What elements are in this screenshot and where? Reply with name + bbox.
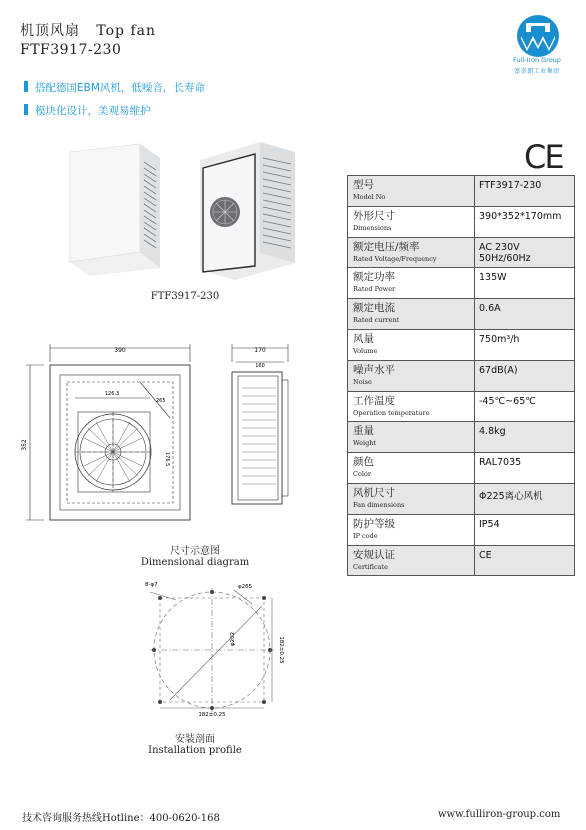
spec-row (348, 483, 575, 514)
title-cn: 机顶风扇 (20, 23, 80, 39)
spec-value: -45℃~65℃ (475, 391, 575, 422)
footer-website[interactable]: www.fulliron-group.com (438, 809, 561, 820)
dim-width-label: 390 (114, 347, 126, 354)
install-bottom-label: 182±0.25 (198, 712, 226, 718)
spec-value: AC 230V 50Hz/60Hz (475, 237, 575, 268)
spec-table (347, 175, 575, 576)
bullet-bar-icon (24, 81, 28, 92)
feature-text: 模块化设计，美观易维护 (35, 105, 151, 117)
dimensional-caption (130, 542, 260, 568)
spec-value: 135W (475, 268, 575, 299)
spec-label: 噪声水平 Noise (348, 360, 475, 391)
product-photo-back (60, 140, 170, 280)
dim-d3-label: 176.5 (164, 452, 170, 467)
spec-value: Φ225离心风机 (475, 483, 575, 514)
logo-name: Full-Iron Group (513, 56, 561, 64)
model-title: FTF3917-230 (20, 42, 122, 58)
spec-label: 防护等级 IP code (348, 514, 475, 545)
dim-depth-label: 170 (254, 347, 266, 354)
install-circle-label: φ265 (238, 584, 253, 590)
spec-row (348, 206, 575, 237)
spec-value: IP54 (475, 514, 575, 545)
spec-label: 重量 Weight (348, 422, 475, 453)
install-right-label: 182±0.25 (278, 636, 284, 664)
spec-row (348, 360, 575, 391)
spec-row (348, 299, 575, 330)
installation-caption (130, 730, 260, 756)
spec-value: 4.8kg (475, 422, 575, 453)
fulliron-logo-icon (513, 14, 563, 58)
spec-row (348, 422, 575, 453)
spec-value: 67dB(A) (475, 360, 575, 391)
installation-drawing (140, 572, 290, 722)
spec-row (348, 329, 575, 360)
logo-name-cn: 富崟朗工业集团 (514, 68, 560, 75)
spec-label: 安规认证 Certificate (348, 545, 475, 576)
spec-label: 风机尺寸 Fan dimensions (348, 483, 475, 514)
spec-row (348, 391, 575, 422)
dimensional-caption-en: Dimensional diagram (140, 557, 250, 568)
spec-row (348, 237, 575, 268)
dimensional-caption-cn: 尺寸示意图 (170, 546, 220, 557)
spec-value: 750m³/h (475, 329, 575, 360)
feature-text: 搭配德国EBM风机，低噪音，长寿命 (35, 82, 205, 94)
dim-d2-label: 265 (156, 398, 166, 404)
spec-label: 颜色 Color (348, 453, 475, 484)
feature-item (24, 80, 205, 95)
install-diag-label: φ202 (230, 631, 236, 646)
photo-caption: FTF3917-230 (150, 291, 220, 302)
spec-row (348, 545, 575, 576)
spec-value: FTF3917-230 (475, 176, 575, 207)
ce-mark: CE (524, 138, 563, 176)
spec-label: 额定电流 Rated current (348, 299, 475, 330)
spec-label: 外形尺寸 Dimensions (348, 206, 475, 237)
feature-item (24, 103, 151, 118)
spec-label: 额定功率 Rated Power (348, 268, 475, 299)
bullet-bar-icon (24, 104, 28, 115)
spec-row (348, 176, 575, 207)
footer-hotline: 技术咨询服务热线Hotline：400-0620-168 (22, 813, 220, 824)
install-holes-label: 8-φ7 (145, 582, 158, 588)
spec-row (348, 514, 575, 545)
spec-value: RAL7035 (475, 453, 575, 484)
spec-value: CE (475, 545, 575, 576)
spec-row (348, 268, 575, 299)
spec-row (348, 453, 575, 484)
product-photo-front (195, 138, 300, 283)
spec-value: 0.6A (475, 299, 575, 330)
dim-d1-label: 126.3 (104, 391, 120, 397)
installation-caption-en: Installation profile (148, 745, 242, 756)
title-en: Top fan (96, 23, 156, 39)
dim-height-label: 352 (21, 439, 28, 451)
spec-label: 额定电压/频率 Rated Voltage/Frequency (348, 237, 475, 268)
spec-label: 工作温度 Operation temperature (348, 391, 475, 422)
spec-label: 风量 Volume (348, 329, 475, 360)
spec-value: 390*352*170mm (475, 206, 575, 237)
dim-inner-depth-label: 160 (255, 363, 265, 369)
page-title (20, 20, 156, 40)
installation-caption-cn: 安装剖面 (175, 734, 215, 745)
spec-label: 型号 Model No (348, 176, 475, 207)
dimensional-drawing (20, 340, 305, 540)
